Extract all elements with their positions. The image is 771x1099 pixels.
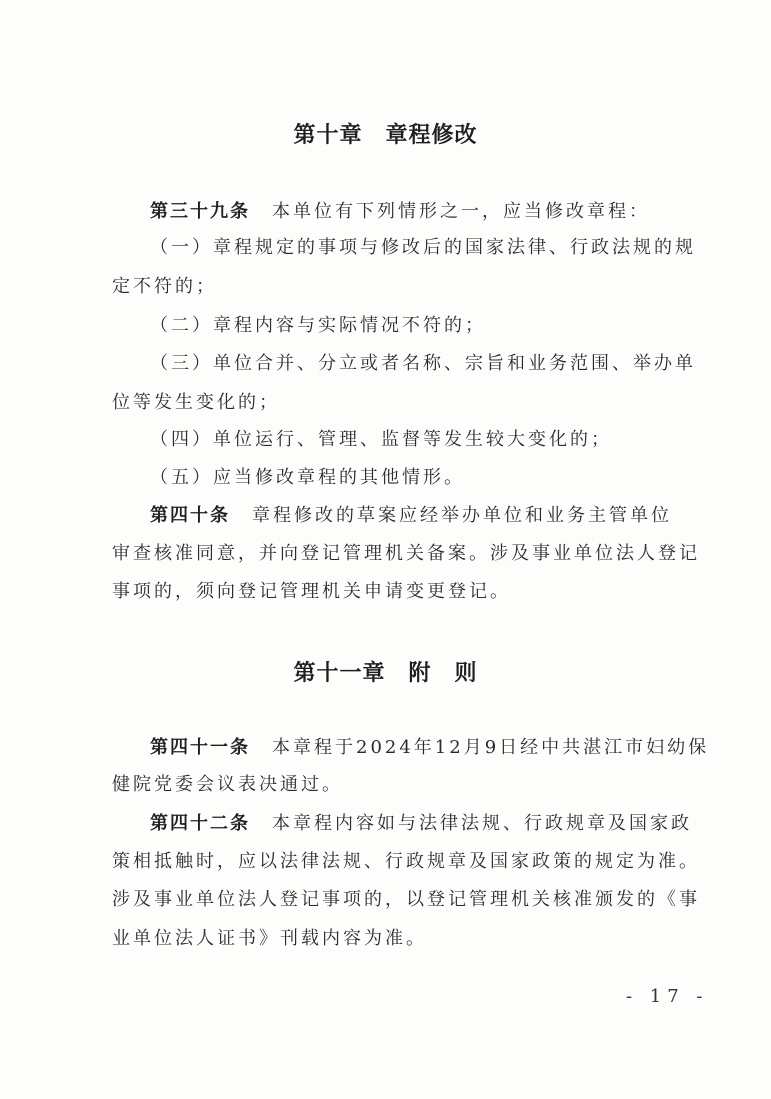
article-40-text-1: 章程修改的草案应经举办单位和业务主管单位: [252, 505, 672, 526]
article-39-intro-line: [150, 198, 689, 226]
article-39-item-1-line-1: （一）章程规定的事项与修改后的国家法律、行政法规的规: [150, 237, 696, 258]
article-42-label: 第四十二条: [150, 813, 250, 834]
article-40-line-2: 审查核准同意，并向登记管理机关备案。涉及事业单位法人登记: [112, 543, 700, 564]
article-39-item-4: （四）单位运行、管理、监督等发生较大变化的；: [150, 429, 612, 450]
article-39-item-3-line-1: （三）单位合并、分立或者名称、宗旨和业务范围、举办单: [150, 353, 696, 374]
page-number: - 17 -: [626, 986, 709, 1007]
article-41-line-2: 健院党委会议表决通过。: [112, 774, 343, 795]
article-42-line-1: [150, 810, 692, 838]
article-39-item-1-line-2: 定不符的；: [112, 276, 217, 297]
article-41-label: 第四十一条: [150, 737, 250, 758]
chapter-10-title: 第十章 章程修改: [293, 123, 478, 148]
article-39-intro: 本单位有下列情形之一，应当修改章程：: [272, 201, 650, 222]
article-42-line-2: 策相抵触时，应以法律法规、行政规章及国家政策的规定为准。: [112, 851, 700, 872]
article-41-text-1: 本章程于2024年12月9日经中共湛江市妇幼保: [272, 737, 710, 758]
article-42-line-3: 涉及事业单位法人登记事项的，以登记管理机关核准颁发的《事: [112, 889, 700, 910]
article-42-text-1: 本章程内容如与法律法规、行政规章及国家政: [272, 813, 692, 834]
article-40-label: 第四十条: [150, 505, 230, 526]
article-40-line-3: 事项的，须向登记管理机关申请变更登记。: [112, 581, 511, 602]
chapter-11-title: 第十一章 附 则: [293, 661, 478, 686]
article-39-label: 第三十九条: [150, 201, 250, 222]
article-39-item-3-line-2: 位等发生变化的；: [112, 392, 280, 413]
article-39-item-5: （五）应当修改章程的其他情形。: [150, 467, 465, 488]
article-42-line-4: 业单位法人证书》刊载内容为准。: [112, 928, 427, 949]
article-39-item-2: （二）章程内容与实际情况不符的；: [150, 315, 486, 336]
article-40-line-1: [150, 502, 689, 530]
article-41-line-1: [150, 734, 710, 762]
